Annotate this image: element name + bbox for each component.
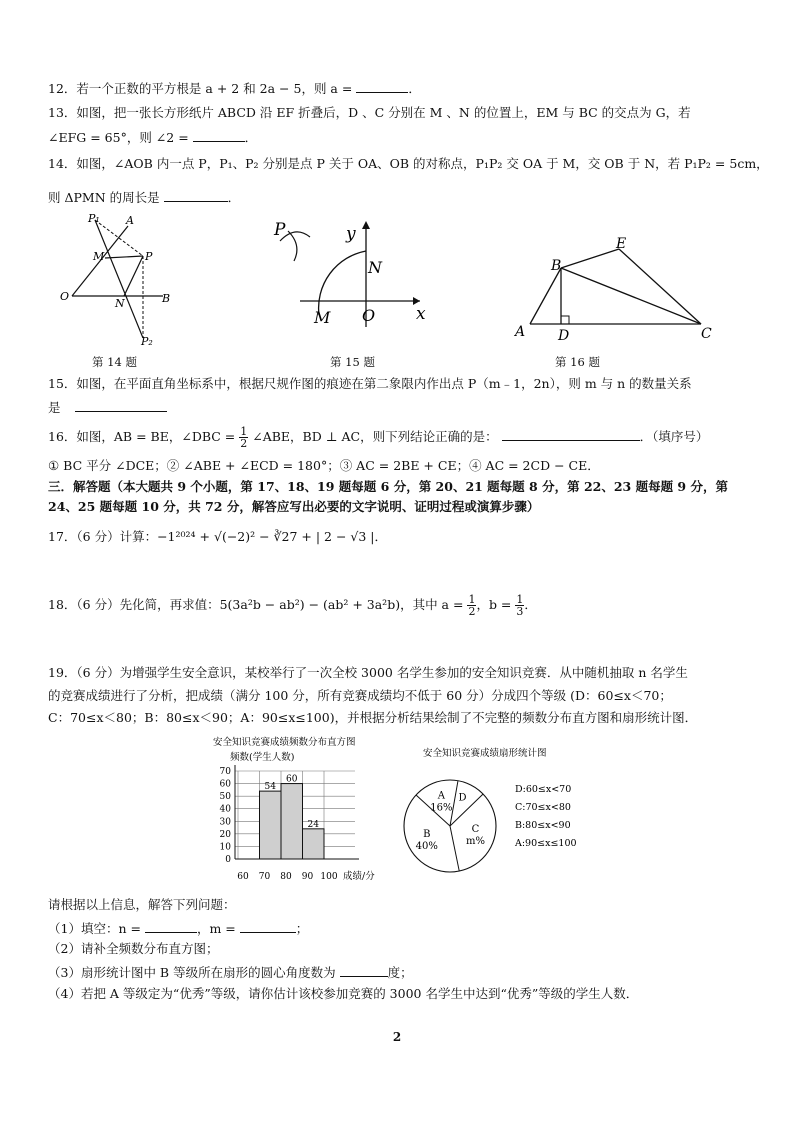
right-angle-mark xyxy=(561,316,569,324)
histogram-bars xyxy=(260,775,325,859)
pie-slices xyxy=(404,780,496,872)
q18-prefix: 18．（6 分）先化简，再求值：5(3a²b − ab²) − (ab² + 3a²b)，其中 a = xyxy=(48,597,464,612)
y-tick-label: 20 xyxy=(219,829,231,840)
label-M: M xyxy=(314,308,331,327)
histogram-bar xyxy=(260,791,282,859)
label-M: M xyxy=(93,250,105,263)
histogram-bar xyxy=(281,784,303,859)
q14-suffix: ． xyxy=(227,190,241,205)
q19-angle-blank[interactable] xyxy=(340,962,388,977)
segment-MP xyxy=(105,256,143,258)
arc-mark-2 xyxy=(288,231,297,261)
figure-14 xyxy=(55,210,185,350)
y-tick-label: 60 xyxy=(219,779,231,790)
label-P1: P₁ xyxy=(88,212,100,225)
q18-b-den: 3 xyxy=(516,605,524,618)
question-19-line1: 19．（6 分）为增强学生安全意识，某校举行了一次全校 3000 名学生参加的安全知识竞赛．从中随机抽取 n 名学生 xyxy=(48,665,688,680)
section-3-heading-line2: 24、25 题每题 10 分，共 72 分，解答应写出必要的文字说明、证明过程或演算步骤） xyxy=(48,499,540,514)
question-16 xyxy=(48,426,754,449)
label-y: y xyxy=(346,224,356,244)
label-x: x xyxy=(416,304,426,324)
label-P: P xyxy=(274,220,286,240)
y-tick-label: 0 xyxy=(225,855,231,865)
q16-frac-den: 2 xyxy=(240,437,248,450)
question-13-line1: 13．如图，把一张长方形纸片 ABCD 沿 EF 折叠后，D 、C 分别在 M 、N 的位置上，EM 与 BC 的交点为 G，若 xyxy=(48,105,691,120)
q18-b-num: 1 xyxy=(516,593,524,606)
q16-frac-num: 1 xyxy=(240,425,248,438)
pie-legend xyxy=(514,784,577,849)
q13-line2-prefix: ∠EFG = 65°，则 ∠2 = xyxy=(48,130,189,145)
question-14-line2 xyxy=(48,187,754,207)
pie-chart xyxy=(395,740,605,880)
segment-BE xyxy=(561,249,619,268)
q19-m-blank[interactable] xyxy=(240,918,296,933)
page-number: 2 xyxy=(392,1030,402,1044)
figure-15-caption: 第 15 题 xyxy=(330,355,375,369)
q12-prefix: 12．若一个正数的平方根是 xyxy=(48,81,202,96)
question-16-options: ① BC 平分 ∠DCE；② ∠ABE + ∠ECD = 180°；③ AC = 2BE + CE；④ AC = 2CD − CE． xyxy=(48,458,600,473)
label-C: C xyxy=(701,326,712,342)
compass-arc xyxy=(319,251,366,315)
label-P: P xyxy=(145,250,153,263)
question-19-sub1 xyxy=(48,918,754,938)
bar-value-label: 54 xyxy=(264,782,276,793)
x-tick-label: 70 xyxy=(258,872,271,882)
question-19-sub4: （4）若把 A 等级定为“优秀”等级，请你估计该校参加竞赛的 3000 名学生中达到“优秀”等级的学生人数． xyxy=(48,986,639,1001)
label-O: O xyxy=(362,306,376,325)
q14-line2-prefix: 则 ΔPMN 的周长是 xyxy=(48,190,160,205)
label-E: E xyxy=(616,236,627,252)
pie-legend-item: B:80≤x<90 xyxy=(515,820,571,831)
q16-prefix: 16．如图，AB = BE，∠DBC = xyxy=(48,429,236,444)
pie-title: 安全知识竞赛成绩扇形统计图 xyxy=(423,748,547,759)
figure-15 xyxy=(270,215,435,335)
segment-EC xyxy=(619,249,701,324)
label-N: N xyxy=(115,297,125,310)
label-A: A xyxy=(515,324,526,340)
pie-slice-label: 40% xyxy=(415,841,438,853)
x-tick-label: 80 xyxy=(280,872,292,882)
q15-answer-blank[interactable] xyxy=(75,397,167,412)
q18-suffix: ． xyxy=(524,597,537,612)
q19-sub3-prefix: （3）扇形统计图中 B 等级所在扇形的圆心角度数为 xyxy=(48,965,336,980)
question-12 xyxy=(48,78,754,98)
q16-answer-blank[interactable] xyxy=(502,426,640,441)
x-tick-label: 60 xyxy=(237,872,249,882)
y-tick-label: 50 xyxy=(219,792,231,803)
pie-legend-item: A:90≤x≤100 xyxy=(515,838,577,849)
y-axis-arrow xyxy=(362,221,370,229)
q18-mid: ，b = xyxy=(476,597,512,612)
q15-line2-prefix: 是 xyxy=(48,400,61,415)
question-18 xyxy=(48,594,754,617)
question-19-instruction: 请根据以上信息，解答下列问题： xyxy=(48,897,236,912)
question-19-sub2: （2）请补全频数分布直方图； xyxy=(48,941,219,956)
segment-BC xyxy=(561,268,701,324)
pie-legend-item: C:70≤x<80 xyxy=(515,802,571,813)
label-D: D xyxy=(558,328,570,344)
label-O: O xyxy=(60,290,70,303)
q16-suffix: ．（填序号） xyxy=(639,429,709,444)
q16-fraction xyxy=(239,426,248,449)
question-19-sub3 xyxy=(48,962,754,982)
question-15-line2 xyxy=(48,397,754,417)
q19-sub1-suffix: ； xyxy=(295,921,309,936)
y-tick-label: 10 xyxy=(219,842,231,853)
q19-sub1-prefix: （1）填空：n = xyxy=(48,921,141,936)
question-14-line1: 14．如图，∠AOB 内一点 P，P₁、P₂ 分别是点 P 关于 OA、OB 的对称点，P₁P₂ 交 OA 于 M，交 OB 于 N，若 P₁P₂ = 5cm， xyxy=(48,156,769,171)
q18-a-den: 2 xyxy=(468,605,476,618)
label-A: A xyxy=(126,214,134,227)
histogram-xlabel: 成绩/分 xyxy=(343,871,375,882)
q12-suffix: ． xyxy=(408,81,421,96)
label-N: N xyxy=(368,258,382,277)
bar-value-label: 24 xyxy=(307,819,319,830)
question-17: 17．（6 分）计算：−1²⁰²⁴ + √(−2)² − ∛27 + | 2 − √3 |． xyxy=(48,529,388,544)
histogram-title: 安全知识竞赛成绩频数分布直方图 xyxy=(213,737,356,748)
q14-answer-blank[interactable] xyxy=(164,187,228,202)
q12-expr: a + 2 和 2a − 5，则 a = xyxy=(205,81,353,96)
x-tick-label: 90 xyxy=(301,872,314,882)
question-15-line1: 15．如图，在平面直角坐标系中，根据尺规作图的痕迹在第二象限内作出点 P（m﹣1，2n），则 m 与 n 的数量关系 xyxy=(48,376,692,391)
pie-slice-name: C xyxy=(471,823,480,835)
segment-PN xyxy=(124,256,143,296)
x-tick-label: 100 xyxy=(320,872,338,882)
label-B: B xyxy=(162,292,171,305)
q19-sub1-mid: ，m = xyxy=(196,921,236,936)
q19-n-blank[interactable] xyxy=(145,918,197,933)
figure-14-caption: 第 14 题 xyxy=(92,355,137,369)
pie-slice-label: 16% xyxy=(430,802,453,814)
pie-legend-item: D:60≤x<70 xyxy=(515,784,572,795)
histogram-ylabel: 频数(学生人数) xyxy=(230,752,295,763)
y-tick-label: 70 xyxy=(219,767,231,777)
y-tick-label: 30 xyxy=(219,817,231,828)
bar-value-label: 60 xyxy=(286,774,298,785)
histogram-bar xyxy=(303,829,325,859)
q19-sub3-suffix: 度； xyxy=(387,965,413,980)
section-3-heading-line1: 三．解答题（本大题共 9 个小题，第 17、18、19 题每题 6 分，第 20、21 题每题 8 分，第 22、23 题每题 9 分，第 xyxy=(48,479,728,494)
figure-16 xyxy=(508,232,723,347)
label-P2: P₂ xyxy=(141,335,153,348)
pie-slice-name: B xyxy=(423,829,431,841)
q18-a-num: 1 xyxy=(468,593,476,606)
q13-answer-blank[interactable] xyxy=(193,127,245,142)
question-19-line3: C：70≤x＜80；B：80≤x＜90；A：90≤x≤100)，并根据分析结果绘制了不完整的频数分布直方图和扇形统计图． xyxy=(48,710,698,725)
frequency-histogram xyxy=(205,733,395,888)
pie-slice-name: A xyxy=(437,790,446,802)
segment-AB xyxy=(530,268,561,324)
pie-slice-label: m% xyxy=(465,835,485,847)
q13-suffix: ． xyxy=(244,130,258,145)
label-B: B xyxy=(551,258,562,274)
pie-slice-name: D xyxy=(458,792,467,804)
figure-16-caption: 第 16 题 xyxy=(555,355,600,369)
question-19-line2: 的竞赛成绩进行了分析，把成绩（满分 100 分，所有竞赛成绩均不低于 60 分）分成四个等级 (D：60≤x＜70； xyxy=(48,688,672,703)
q16-middle: ∠ABE，BD ⊥ AC，则下列结论正确的是： xyxy=(252,429,498,444)
y-tick-label: 40 xyxy=(219,804,231,815)
question-13-line2 xyxy=(48,127,754,147)
q12-answer-blank[interactable] xyxy=(356,78,408,93)
